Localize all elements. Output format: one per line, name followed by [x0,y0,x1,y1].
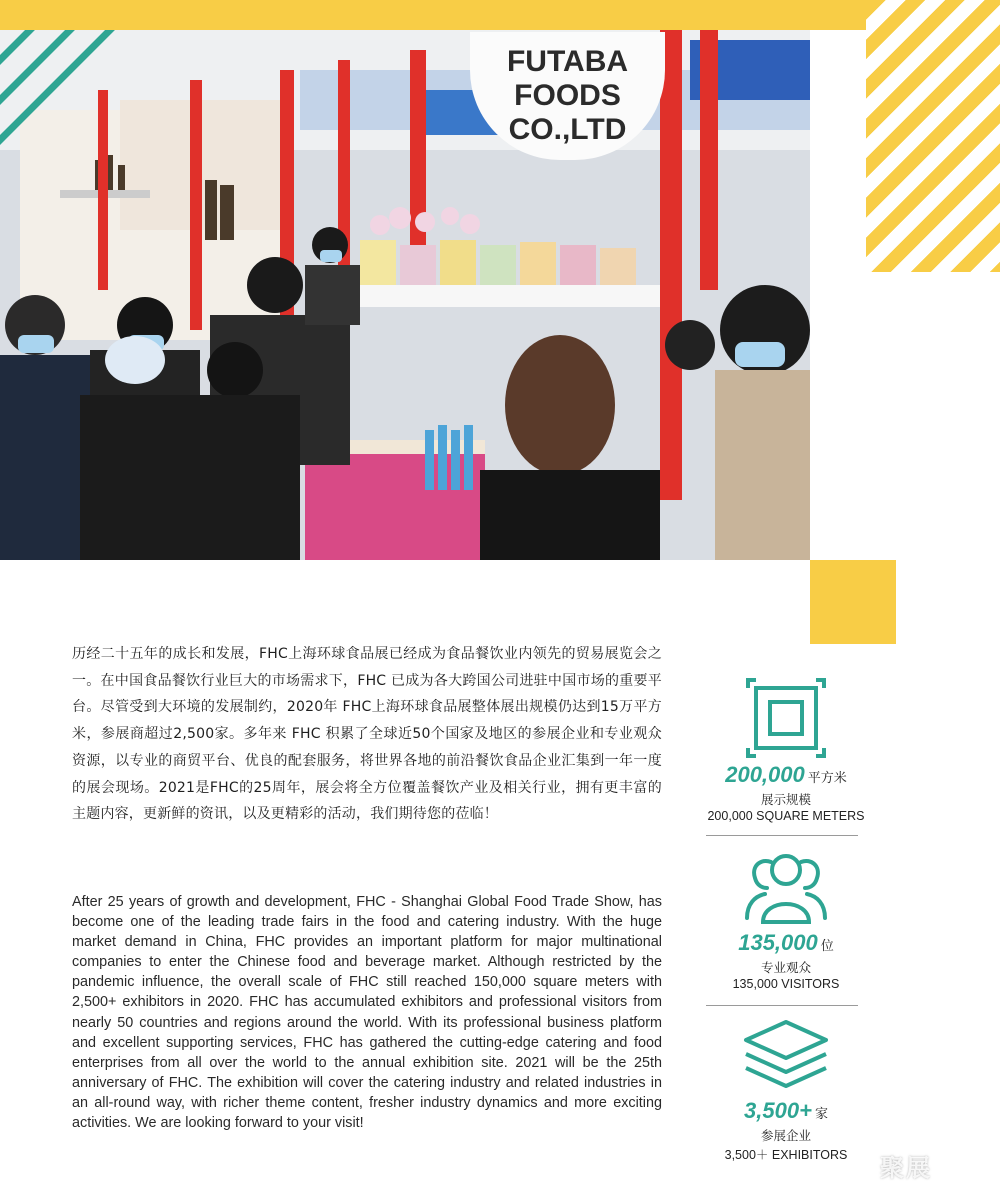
stat-visitors [700,848,872,991]
teal-stripe-decoration [0,30,140,170]
stat-label-zh: 专业观众 [760,960,811,975]
stat-unit: 位 [820,939,834,954]
futaba-foods-sign: FUTABA FOODS CO.,LTD [470,32,665,160]
stat-label-en: 3,500＋ EXHIBITORS [724,1148,848,1162]
stat-value: 135,000 [738,930,818,955]
striped-decoration [866,0,1000,272]
stat-label-zh: 展示规模 [760,792,811,807]
intro-chinese-paragraph: 历经二十五年的成长和发展，FHC上海环球食品展已经成为食品餐饮业内领先的贸易展览会之一。在中国食品餐饮行业巨大的市场需求下，FHC 已成为各大跨国公司进驻中国市场的重要平台。尽管受到大环境的发展制约，2020年 FHC上海环球食品展整体展出规模仍达到15万平方米，参展商超过2,500家。多年来 FHC 积累了全球近50个国家及地区的参展企业和专业观众资源，以专业的商贸平台、优良的配套服务，将世界各地的前沿餐饮食品企业汇集到一年一度的展会现场。2021是FHC的25周年，展会将全方位覆盖餐饮产业及相关行业，拥有更丰富的主题内容，更新鲜的资讯，以及更精彩的活动，我们期待您的莅临！ [72,646,662,823]
stat-exhibitors [700,1016,872,1163]
stat-divider [706,1005,858,1006]
layers-icon [740,1016,832,1096]
top-yellow-band [0,0,1000,30]
watermark-logo: 聚展 [880,1154,932,1182]
stat-value: 3,500+ [744,1098,812,1123]
stat-divider [706,835,858,836]
stat-unit: 平方米 [807,771,847,786]
stat-value: 200,000 [725,762,805,787]
stat-label-en: 135,000 VISITORS [732,977,840,991]
exhibition-booth-photo [0,30,810,560]
stat-exhibition-area [700,676,872,823]
stat-unit: 家 [814,1107,828,1122]
stat-label-en: 200,000 SQUARE METERS [707,809,865,823]
stat-label-zh: 参展企业 [760,1128,811,1143]
intro-english-paragraph: After 25 years of growth and development, FHC - Shanghai Global Food Trade Show, has become one of the leading trade fairs in the food and catering industry. With the huge market demand in China, FHC provides an important platform for major multinational companies to enter the Chinese food and beverage market. Although restricted by the pandemic influence, the overall scale of FHC still reached 150,000 square meters with 2,500+ exhibitors in 2020. FHC has accumulated exhibitors and professional visitors from nearly 50 countries and regions around the world. With its professional business platform and excellent supporting services, FHC has gathered the cutting-edge catering and food enterprises from all over the world to the annual exhibition site. 2021 will be the 25th anniversary of FHC. The exhibition will cover the catering industry and related industries in an all-round way, with richer theme content, fresher industry dynamics and more exciting activities. We are looking forward to your visit! [72,894,662,1132]
visitors-icon [741,848,831,928]
yellow-accent-square [810,560,896,644]
area-frame-icon [744,676,828,760]
